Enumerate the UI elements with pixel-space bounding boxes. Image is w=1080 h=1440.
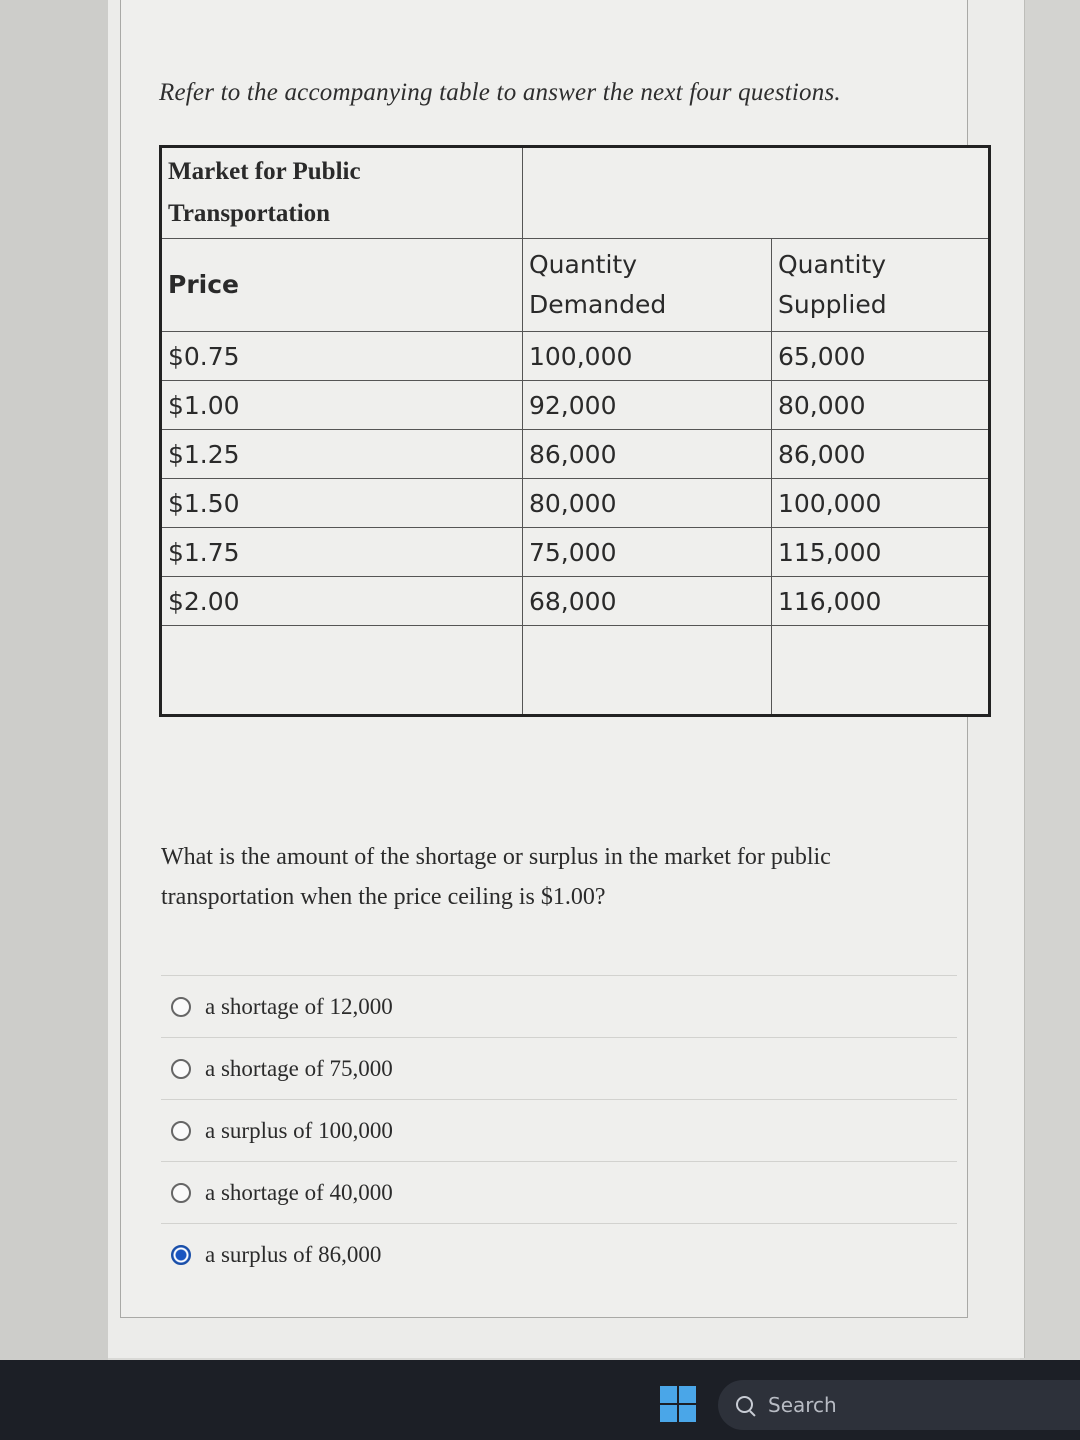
table-row xyxy=(161,430,990,479)
empty-cell xyxy=(523,626,772,716)
windows-start-icon[interactable] xyxy=(660,1386,696,1422)
demanded-cell: 86,000 xyxy=(523,430,772,479)
demanded-cell: 75,000 xyxy=(523,528,772,577)
empty-cell xyxy=(772,626,990,716)
search-icon xyxy=(736,1396,754,1414)
price-cell: $1.00 xyxy=(161,381,523,430)
radio-button-selected-icon[interactable] xyxy=(171,1245,191,1265)
answer-option-5[interactable] xyxy=(161,1223,957,1285)
answer-options xyxy=(161,975,957,1285)
question-text: What is the amount of the shortage or surplus in the market for public transportation when the price ceiling is $1.00? xyxy=(161,844,831,910)
answer-option-label: a shortage of 12,000 xyxy=(205,993,393,1019)
table-header-row xyxy=(161,239,990,332)
market-table xyxy=(159,145,991,717)
right-background xyxy=(1020,0,1080,1360)
radio-button-icon[interactable] xyxy=(171,1121,191,1141)
question-card xyxy=(120,0,968,1318)
windows-logo-pane xyxy=(660,1405,677,1422)
answer-option-label: a shortage of 75,000 xyxy=(205,1055,393,1081)
demanded-cell: 80,000 xyxy=(523,479,772,528)
empty-cell xyxy=(161,626,523,716)
table-row xyxy=(161,528,990,577)
supplied-cell: 80,000 xyxy=(772,381,990,430)
quantity-supplied-header: Quantity Supplied xyxy=(772,239,990,332)
price-header: Price xyxy=(161,239,523,332)
table-empty-row xyxy=(161,626,990,716)
answer-option-1[interactable] xyxy=(161,975,957,1037)
table-row xyxy=(161,577,990,626)
supplied-cell: 65,000 xyxy=(772,332,990,381)
search-label: Search xyxy=(768,1393,837,1417)
radio-button-icon[interactable] xyxy=(171,1183,191,1203)
quiz-page xyxy=(108,0,1025,1358)
table-row xyxy=(161,381,990,430)
table-title-row xyxy=(161,147,990,239)
table-row xyxy=(161,332,990,381)
intro-text: Refer to the accompanying table to answer the next four questions. xyxy=(159,79,841,106)
answer-option-4[interactable] xyxy=(161,1161,957,1223)
windows-logo-pane xyxy=(679,1405,696,1422)
radio-button-icon[interactable] xyxy=(171,997,191,1017)
demanded-cell: 68,000 xyxy=(523,577,772,626)
demanded-cell: 100,000 xyxy=(523,332,772,381)
radio-button-icon[interactable] xyxy=(171,1059,191,1079)
price-cell: $1.50 xyxy=(161,479,523,528)
demanded-cell: 92,000 xyxy=(523,381,772,430)
table-title-empty-cell xyxy=(523,147,990,239)
answer-option-3[interactable] xyxy=(161,1099,957,1161)
answer-option-label: a surplus of 86,000 xyxy=(205,1241,382,1267)
taskbar-search-box[interactable] xyxy=(718,1380,1080,1430)
supplied-cell: 115,000 xyxy=(772,528,990,577)
left-background xyxy=(0,0,108,1360)
price-cell: $2.00 xyxy=(161,577,523,626)
answer-option-label: a surplus of 100,000 xyxy=(205,1117,393,1143)
supplied-cell: 86,000 xyxy=(772,430,990,479)
table-title: Market for Public Transportation xyxy=(161,147,523,239)
answer-option-label: a shortage of 40,000 xyxy=(205,1179,393,1205)
table-row xyxy=(161,479,990,528)
quantity-demanded-header: Quantity Demanded xyxy=(523,239,772,332)
price-cell: $0.75 xyxy=(161,332,523,381)
price-cell: $1.75 xyxy=(161,528,523,577)
supplied-cell: 100,000 xyxy=(772,479,990,528)
windows-logo-pane xyxy=(679,1386,696,1403)
supplied-cell: 116,000 xyxy=(772,577,990,626)
answer-option-2[interactable] xyxy=(161,1037,957,1099)
taskbar xyxy=(0,1360,1080,1440)
windows-logo-pane xyxy=(660,1386,677,1403)
price-cell: $1.25 xyxy=(161,430,523,479)
